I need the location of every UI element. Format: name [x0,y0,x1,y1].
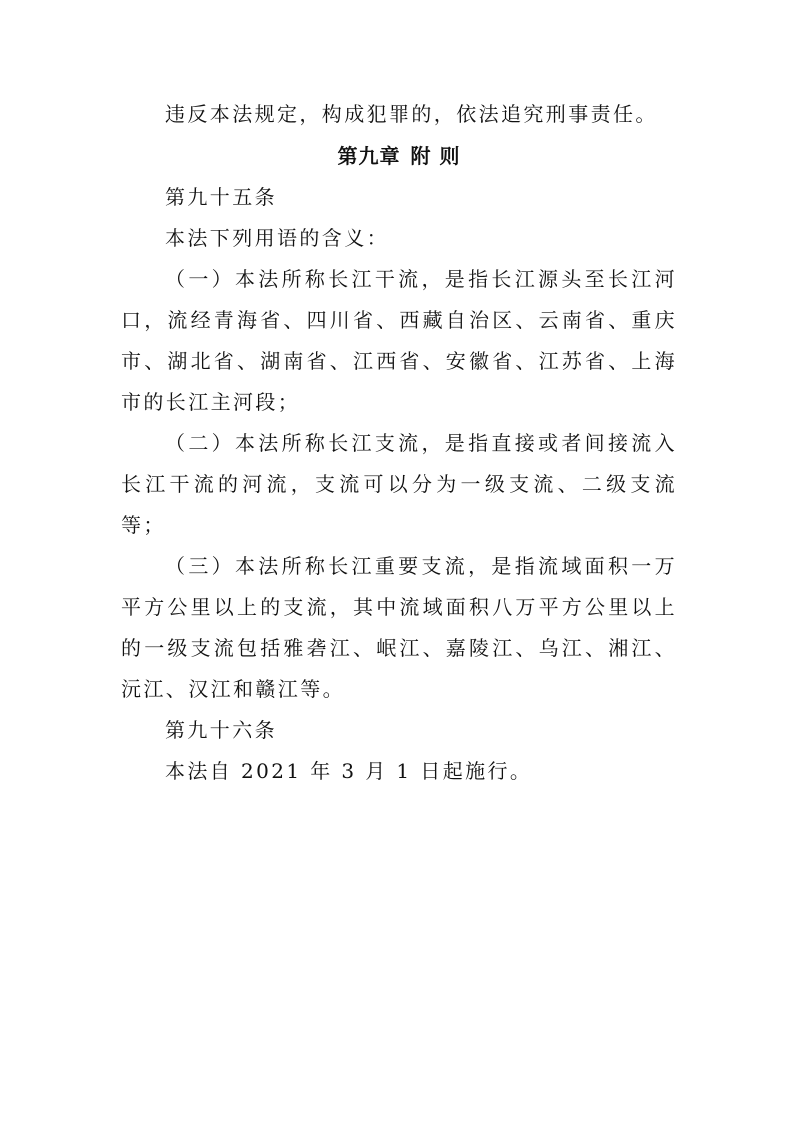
chapter-heading [121,135,677,177]
chapter-number: 第九章 [337,144,401,168]
article-95-intro: 本法下列用语的含义： [165,226,389,250]
document-body [121,94,677,792]
article-95-heading: 第九十五条 [165,185,277,209]
chapter-title: 附 则 [410,144,461,168]
article-95-item-1: （一）本法所称长江干流，是指长江源头至长江河口，流经青海省、四川省、西藏自治区、云南省、重庆市、湖北省、湖南省、江西省、安徽省、江苏省、上海市的长江主河段； [121,267,677,414]
paragraph-criminal-liability: 违反本法规定，构成犯罪的，依法追究刑事责任。 [165,102,658,126]
article-95-item-3: （三）本法所称长江重要支流，是指流域面积一万平方公里以上的支流，其中流域面积八万平方公里以上的一级支流包括雅砻江、岷江、嘉陵江、乌江、湘江、沅江、汉江和赣江等。 [121,554,677,701]
article-96-heading: 第九十六条 [165,718,277,742]
article-96-text: 本法自 2021 年 3 月 1 日起施行。 [165,759,533,783]
article-95-item-2: （二）本法所称长江支流，是指直接或者间接流入长江干流的河流，支流可以分为一级支流、二级支流等； [121,431,677,537]
